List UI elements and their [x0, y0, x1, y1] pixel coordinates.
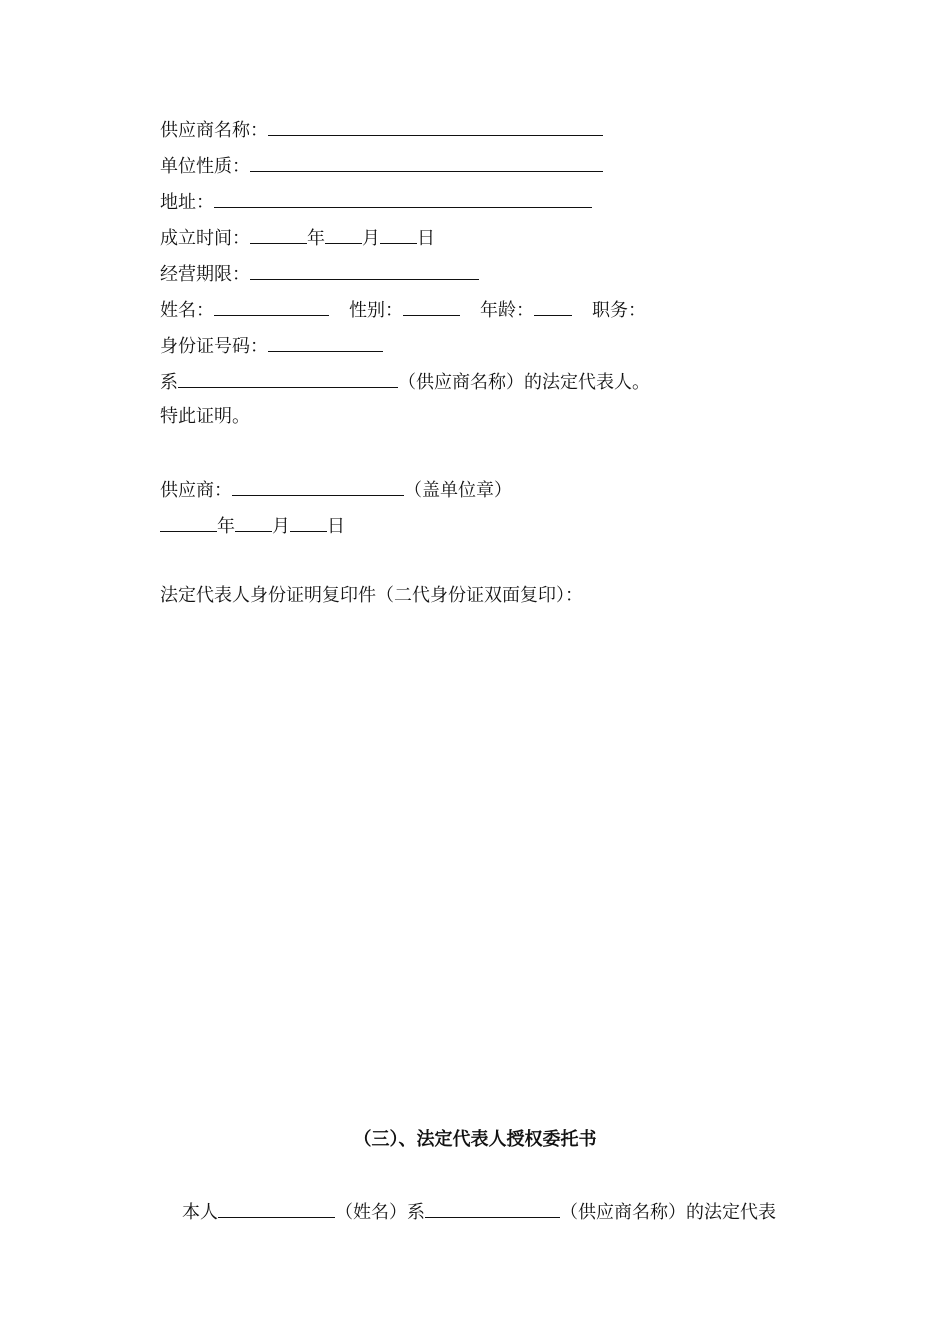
legal-rep-supplier-blank[interactable] — [178, 369, 398, 388]
id-copy-note: 法定代表人身份证明复印件（二代身份证双面复印）： — [160, 585, 583, 606]
name-paren: （姓名）系 — [335, 1202, 425, 1223]
legal-rep-row — [160, 369, 650, 395]
authorizer-name-blank[interactable] — [218, 1199, 335, 1218]
section3-title: （三）、法定代表人授权委托书 — [353, 1129, 597, 1150]
unit-nature-row — [160, 153, 603, 179]
legal-rep-suffix: （供应商名称）的法定代表人。 — [398, 372, 650, 393]
supplier-name-label: 供应商名称： — [160, 120, 268, 141]
gender-label: 性别： — [349, 300, 403, 321]
supplier-name-blank[interactable] — [268, 117, 603, 136]
name-blank[interactable] — [214, 297, 329, 316]
supplier-label: 供应商： — [160, 480, 232, 501]
supplier-paren: （供应商名称）的法定代表 — [560, 1202, 776, 1223]
authorizer-supplier-blank[interactable] — [425, 1199, 560, 1218]
id-number-row — [160, 333, 383, 359]
established-label: 成立时间： — [160, 228, 250, 249]
established-row — [160, 225, 435, 251]
sign-year-label: 年 — [217, 516, 235, 537]
id-copy-row — [160, 584, 583, 608]
person-info-row — [160, 297, 646, 323]
operating-period-blank[interactable] — [250, 261, 479, 280]
established-year-blank[interactable] — [250, 225, 307, 244]
supplier-name-row — [160, 117, 603, 143]
certify-row — [160, 405, 250, 429]
is-prefix: 系 — [160, 372, 178, 393]
address-label: 地址： — [160, 192, 214, 213]
id-number-label: 身份证号码： — [160, 336, 268, 357]
address-row — [160, 189, 592, 215]
established-month-blank[interactable] — [325, 225, 362, 244]
position-label: 职务： — [592, 300, 646, 321]
sign-date-row — [160, 513, 345, 539]
sign-year-blank[interactable] — [160, 513, 217, 532]
sign-day-blank[interactable] — [290, 513, 327, 532]
sign-month-label: 月 — [272, 516, 290, 537]
unit-nature-label: 单位性质： — [160, 156, 250, 177]
authorization-intro-row — [182, 1199, 776, 1225]
name-label: 姓名： — [160, 300, 214, 321]
age-label: 年龄： — [480, 300, 534, 321]
month-label: 月 — [362, 228, 380, 249]
sign-month-blank[interactable] — [235, 513, 272, 532]
operating-period-label: 经营期限： — [160, 264, 250, 285]
operating-period-row — [160, 261, 479, 287]
self-label: 本人 — [182, 1202, 218, 1223]
certify-text: 特此证明。 — [160, 406, 250, 427]
supplier-seal-row — [160, 477, 512, 503]
age-blank[interactable] — [534, 297, 572, 316]
sign-day-label: 日 — [327, 516, 345, 537]
year-label: 年 — [307, 228, 325, 249]
supplier-blank[interactable] — [232, 477, 404, 496]
established-day-blank[interactable] — [380, 225, 417, 244]
unit-nature-blank[interactable] — [250, 153, 603, 172]
address-blank[interactable] — [214, 189, 592, 208]
gender-blank[interactable] — [403, 297, 460, 316]
seal-note: （盖单位章） — [404, 480, 512, 501]
day-label: 日 — [417, 228, 435, 249]
id-number-blank[interactable] — [268, 333, 383, 352]
